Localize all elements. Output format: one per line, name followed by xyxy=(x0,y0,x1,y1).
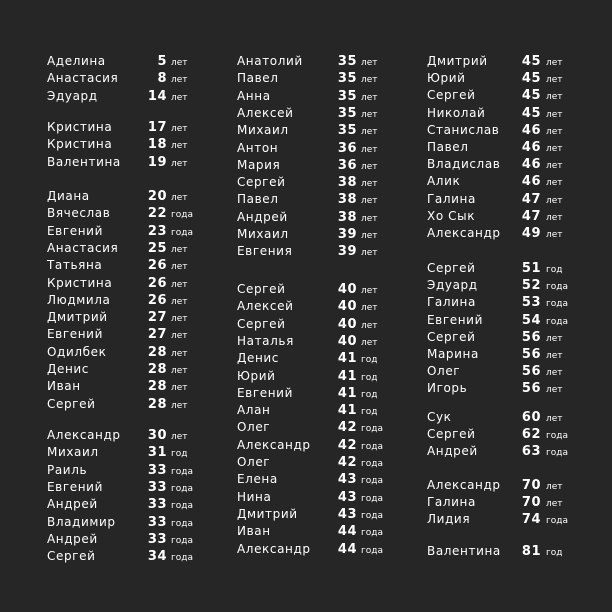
person-age: 30 xyxy=(147,428,167,443)
person-age: 43 xyxy=(337,472,357,488)
person-name: Юрий xyxy=(237,368,276,383)
age-unit: года xyxy=(361,493,383,504)
age-unit: лет xyxy=(546,161,563,172)
age-unit: года xyxy=(171,483,193,494)
age-unit: лет xyxy=(361,196,378,207)
age-unit: лет xyxy=(171,92,188,103)
person-name: Аделина xyxy=(47,54,106,68)
age-unit: лет xyxy=(171,366,188,376)
age-unit: лет xyxy=(171,193,188,203)
age-unit: лет xyxy=(171,158,188,169)
person-name: Евгений xyxy=(237,385,293,400)
person-age: 39 xyxy=(337,244,357,260)
person-name: Алан xyxy=(237,403,271,418)
person-age: 51 xyxy=(521,261,541,276)
age-unit: года xyxy=(171,518,193,529)
age-unit: лет xyxy=(171,244,188,255)
person-name: Денис xyxy=(237,351,279,366)
person-age: 19 xyxy=(147,154,167,170)
person-age: 34 xyxy=(147,549,167,565)
person-age: 40 xyxy=(337,282,357,297)
age-unit: лет xyxy=(361,231,378,241)
age-unit: лет xyxy=(361,144,378,155)
person-name: Сергей xyxy=(237,175,286,190)
person-age: 46 xyxy=(521,122,541,138)
person-age: 42 xyxy=(337,455,357,470)
person-name: Павел xyxy=(427,140,469,154)
person-age: 25 xyxy=(147,240,167,256)
person-name: Сергей xyxy=(47,549,96,564)
age-unit: года xyxy=(546,516,568,527)
person-name: Евгений xyxy=(47,223,103,238)
age-unit: лет xyxy=(546,178,563,189)
person-age: 45 xyxy=(521,71,541,87)
person-name: Михаил xyxy=(237,227,289,241)
person-age: 42 xyxy=(337,420,357,436)
person-name: Андрей xyxy=(47,531,98,546)
person-name: Диана xyxy=(47,189,90,203)
person-age: 22 xyxy=(147,206,167,222)
person-name: Павел xyxy=(237,192,279,207)
person-name: Игорь xyxy=(427,381,468,396)
person-name: Анатолий xyxy=(237,54,303,68)
person-name: Александр xyxy=(427,226,501,240)
person-age: 70 xyxy=(521,495,541,511)
age-unit: лет xyxy=(171,141,188,152)
age-unit: года xyxy=(546,431,568,442)
person-name: Эдуард xyxy=(427,278,478,293)
person-name: Александр xyxy=(237,541,311,556)
age-unit: лет xyxy=(546,144,563,154)
age-unit: лет xyxy=(546,385,563,396)
person-age: 47 xyxy=(521,208,541,224)
person-age: 40 xyxy=(337,316,357,332)
person-name: Евгений xyxy=(47,479,103,494)
age-unit: лет xyxy=(361,320,378,331)
person-age: 74 xyxy=(521,512,541,528)
person-age: 70 xyxy=(521,478,541,493)
person-name: Мария xyxy=(237,157,281,172)
person-name: Олег xyxy=(427,364,461,379)
person-name: Сергей xyxy=(427,88,476,103)
age-unit: лет xyxy=(546,351,563,361)
person-age: 28 xyxy=(147,396,167,412)
age-unit: лет xyxy=(171,279,188,290)
person-name: Анастасия xyxy=(47,240,119,255)
age-unit: года xyxy=(171,210,193,221)
age-unit: лет xyxy=(546,92,563,103)
person-age: 41 xyxy=(337,351,357,367)
age-unit: год xyxy=(171,449,188,460)
person-name: Дмитрий xyxy=(427,54,488,68)
person-name: Евгения xyxy=(237,244,293,259)
person-age: 35 xyxy=(337,123,357,139)
age-unit: года xyxy=(171,553,193,564)
person-age: 14 xyxy=(147,88,167,104)
age-unit: лет xyxy=(171,383,188,394)
person-age: 17 xyxy=(147,120,167,135)
age-unit: года xyxy=(546,448,568,459)
person-age: 46 xyxy=(521,140,541,155)
person-name: Татьяна xyxy=(47,258,103,273)
age-unit: лет xyxy=(361,75,378,86)
person-age: 41 xyxy=(337,385,357,401)
person-age: 43 xyxy=(337,506,357,522)
age-unit: лет xyxy=(546,58,563,68)
person-age: 56 xyxy=(521,329,541,345)
person-age: 28 xyxy=(147,344,167,360)
age-unit: года xyxy=(171,501,193,512)
person-age: 52 xyxy=(521,278,541,294)
person-age: 47 xyxy=(521,191,541,207)
age-unit: лет xyxy=(361,286,378,296)
person-name: Денис xyxy=(47,362,89,376)
person-name: Людмила xyxy=(47,292,111,307)
age-unit: лет xyxy=(171,124,188,134)
age-unit: лет xyxy=(171,331,188,342)
person-name: Евгений xyxy=(427,312,483,327)
age-unit: лет xyxy=(171,75,188,86)
person-name: Владимир xyxy=(47,514,116,529)
age-unit: год xyxy=(361,372,378,383)
person-name: Иван xyxy=(237,524,271,539)
age-unit: год xyxy=(361,407,378,418)
person-age: 33 xyxy=(147,531,167,547)
person-name: Иван xyxy=(47,379,81,394)
person-age: 45 xyxy=(521,88,541,104)
age-unit: года xyxy=(361,476,383,487)
person-name: Вячеслав xyxy=(47,206,111,221)
person-name: Станислав xyxy=(427,122,500,137)
person-age: 60 xyxy=(521,410,541,425)
age-unit: лет xyxy=(361,92,378,103)
age-unit: лет xyxy=(361,179,378,190)
person-name: Юрий xyxy=(427,71,466,86)
person-name: Александр xyxy=(47,428,121,442)
person-name: Сергей xyxy=(427,261,476,275)
person-age: 36 xyxy=(337,157,357,173)
person-name: Алик xyxy=(427,174,461,189)
person-age: 35 xyxy=(337,71,357,87)
person-age: 46 xyxy=(521,157,541,173)
age-unit: года xyxy=(361,441,383,452)
person-age: 56 xyxy=(521,364,541,380)
person-name: Андрей xyxy=(47,497,98,512)
person-age: 26 xyxy=(147,275,167,291)
age-unit: лет xyxy=(361,303,378,314)
person-name: Раиль xyxy=(47,462,88,477)
age-unit: лет xyxy=(171,348,188,359)
person-name: Галина xyxy=(427,295,476,310)
person-name: Нина xyxy=(237,489,272,504)
person-age: 38 xyxy=(337,192,357,208)
person-name: Наталья xyxy=(237,333,294,348)
person-age: 20 xyxy=(147,189,167,204)
person-age: 53 xyxy=(521,295,541,311)
person-age: 5 xyxy=(157,54,167,69)
age-unit: лет xyxy=(361,248,378,259)
age-unit: лет xyxy=(171,432,188,442)
person-age: 43 xyxy=(337,489,357,505)
age-unit: год xyxy=(546,548,563,558)
person-name: Евгений xyxy=(47,327,103,342)
age-unit: лет xyxy=(546,109,563,120)
age-unit: лет xyxy=(171,262,188,273)
age-unit: года xyxy=(546,316,568,327)
age-unit: лет xyxy=(171,58,188,68)
age-unit: года xyxy=(546,282,568,293)
age-unit: лет xyxy=(361,127,378,138)
person-name: Сук xyxy=(427,410,452,424)
person-age: 35 xyxy=(337,54,357,69)
person-age: 8 xyxy=(157,71,167,87)
person-age: 41 xyxy=(337,368,357,384)
age-unit: года xyxy=(171,466,193,477)
person-age: 46 xyxy=(521,174,541,190)
age-unit: лет xyxy=(546,75,563,86)
person-name: Сергей xyxy=(237,316,286,331)
person-age: 27 xyxy=(147,310,167,326)
person-name: Сергей xyxy=(237,282,286,296)
person-name: Александр xyxy=(427,478,501,492)
age-unit: года xyxy=(361,545,383,556)
person-name: Елена xyxy=(237,472,278,487)
age-unit: лет xyxy=(171,314,188,325)
age-unit: лет xyxy=(171,296,188,307)
person-name: Павел xyxy=(237,71,279,86)
person-name: Сергей xyxy=(427,329,476,344)
age-unit: лет xyxy=(546,212,563,223)
age-unit: лет xyxy=(546,482,563,492)
person-name: Александр xyxy=(237,437,311,452)
person-name: Кристина xyxy=(47,137,113,152)
person-name: Алексей xyxy=(237,299,294,314)
person-age: 39 xyxy=(337,227,357,242)
person-name: Кристина xyxy=(47,275,113,290)
person-name: Галина xyxy=(427,495,476,510)
age-unit: год xyxy=(361,355,378,366)
person-age: 36 xyxy=(337,140,357,156)
person-name: Дмитрий xyxy=(47,310,108,325)
person-name: Анастасия xyxy=(47,71,119,86)
person-age: 62 xyxy=(521,427,541,443)
person-age: 63 xyxy=(521,444,541,460)
age-unit: лет xyxy=(361,337,378,348)
person-age: 26 xyxy=(147,258,167,274)
person-age: 56 xyxy=(521,347,541,362)
person-age: 54 xyxy=(521,312,541,328)
age-unit: лет xyxy=(546,333,563,344)
age-unit: года xyxy=(546,299,568,310)
person-age: 56 xyxy=(521,381,541,397)
person-name: Алексей xyxy=(237,105,294,120)
person-age: 28 xyxy=(147,362,167,377)
age-unit: лет xyxy=(361,58,378,68)
age-unit: лет xyxy=(171,400,188,411)
person-name: Одилбек xyxy=(47,344,107,359)
person-age: 81 xyxy=(521,544,541,559)
person-age: 31 xyxy=(147,445,167,461)
age-unit: лет xyxy=(361,161,378,172)
person-name: Андрей xyxy=(427,444,478,459)
person-age: 23 xyxy=(147,223,167,239)
person-name: Михаил xyxy=(237,123,289,138)
person-name: Олег xyxy=(237,420,271,435)
person-age: 40 xyxy=(337,299,357,315)
age-unit: лет xyxy=(361,109,378,120)
age-unit: года xyxy=(361,528,383,539)
person-name: Анна xyxy=(237,88,271,103)
age-unit: лет xyxy=(546,368,563,379)
person-name: Сергей xyxy=(427,427,476,442)
person-name: Николай xyxy=(427,105,486,120)
person-name: Марина xyxy=(427,347,479,361)
person-name: Лидия xyxy=(427,512,471,527)
person-age: 41 xyxy=(337,403,357,419)
age-unit: лет xyxy=(546,230,563,240)
person-age: 45 xyxy=(521,54,541,69)
person-name: Хо Сык xyxy=(427,208,476,223)
person-name: Михаил xyxy=(47,445,99,460)
person-name: Антон xyxy=(237,140,279,155)
person-age: 27 xyxy=(147,327,167,343)
age-unit: года xyxy=(361,510,383,521)
person-name: Дмитрий xyxy=(237,506,298,521)
age-unit: лет xyxy=(546,126,563,137)
person-name: Олег xyxy=(237,455,271,469)
age-unit: лет xyxy=(546,195,563,206)
age-unit: года xyxy=(361,424,383,435)
person-age: 26 xyxy=(147,292,167,308)
age-unit: лет xyxy=(361,213,378,224)
person-age: 45 xyxy=(521,105,541,121)
person-age: 33 xyxy=(147,514,167,530)
person-age: 38 xyxy=(337,209,357,225)
age-unit: лет xyxy=(546,414,563,424)
person-age: 33 xyxy=(147,497,167,513)
person-name: Кристина xyxy=(47,120,113,134)
age-unit: года xyxy=(361,459,383,469)
person-age: 35 xyxy=(337,88,357,104)
age-unit: год xyxy=(361,389,378,400)
person-age: 18 xyxy=(147,137,167,153)
age-unit: года xyxy=(171,227,193,238)
person-age: 38 xyxy=(337,175,357,191)
age-unit: лет xyxy=(546,499,563,510)
person-name: Андрей xyxy=(237,209,288,224)
person-age: 33 xyxy=(147,462,167,478)
person-age: 35 xyxy=(337,105,357,121)
age-unit: год xyxy=(546,265,563,275)
person-age: 42 xyxy=(337,437,357,453)
person-age: 44 xyxy=(337,541,357,557)
person-age: 28 xyxy=(147,379,167,395)
age-unit: года xyxy=(171,535,193,546)
person-name: Валентина xyxy=(427,544,501,558)
person-age: 40 xyxy=(337,333,357,349)
person-name: Галина xyxy=(427,191,476,206)
person-age: 33 xyxy=(147,479,167,495)
person-name: Эдуард xyxy=(47,88,98,103)
person-name: Валентина xyxy=(47,154,121,169)
person-age: 49 xyxy=(521,226,541,241)
person-age: 44 xyxy=(337,524,357,540)
person-name: Сергей xyxy=(47,396,96,411)
person-name: Владислав xyxy=(427,157,501,172)
